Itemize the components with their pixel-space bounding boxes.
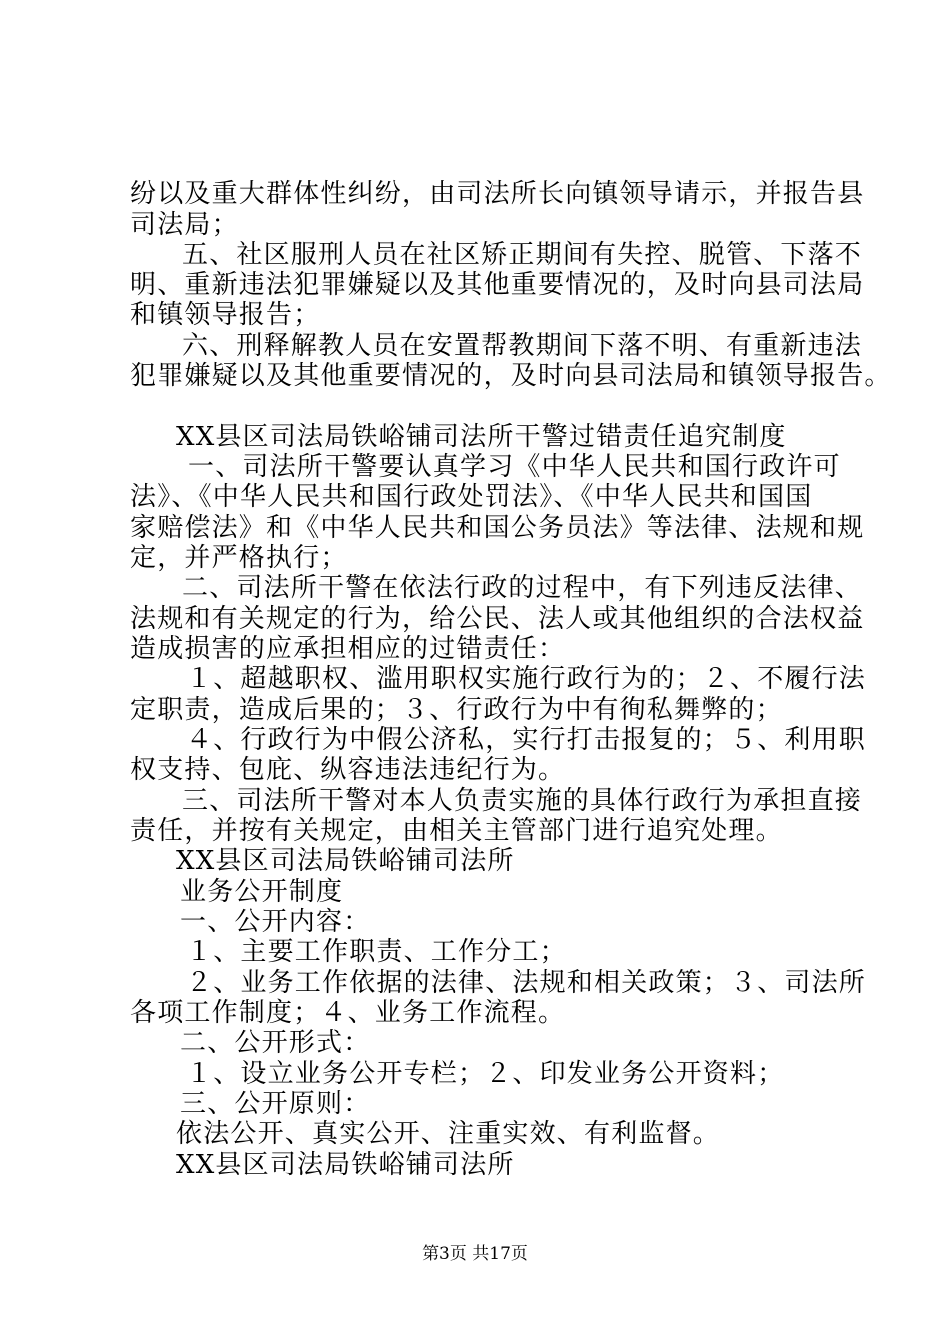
text-line: ４、行政行为中假公济私，实行打击报复的；５、利用职 <box>186 725 867 755</box>
section-title: XX县区司法局铁峪铺司法所 <box>176 1150 515 1180</box>
text-line: 二、公开形式： <box>180 1028 371 1058</box>
text-line: 各项工作制度；４、业务工作流程。 <box>130 998 566 1028</box>
text-line: 权支持、包庇、纵容违法违纪行为。 <box>130 755 566 785</box>
text-line: ２、业务工作依据的法律、法规和相关政策；３、司法所 <box>186 968 867 998</box>
text-line: 二、司法所干警在依法行政的过程中，有下列违反法律、 <box>182 573 863 603</box>
text-line: 和镇领导报告； <box>130 300 321 330</box>
text-line: 纷以及重大群体性纠纷，由司法所长向镇领导请示，并报告县 <box>130 179 865 209</box>
text-line: １、设立业务公开专栏；２、印发业务公开资料； <box>186 1059 785 1089</box>
text-line: １、超越职权、滥用职权实施行政行为的；２、不履行法 <box>186 664 867 694</box>
text-line: 依法公开、真实公开、注重实效、有利监督。 <box>176 1119 721 1149</box>
text-line: 明、重新违法犯罪嫌疑以及其他重要情况的，及时向县司法局 <box>130 270 865 300</box>
text-line: 定，并严格执行； <box>130 543 348 573</box>
text-line: 法》、《中华人民共和国行政处罚法》、《中华人民共和国国 <box>130 482 813 512</box>
text-line: 家赔偿法》和《中华人民共和国公务员法》等法律、法规和规 <box>130 513 865 543</box>
text-line: 造成损害的应承担相应的过错责任： <box>130 634 566 664</box>
text-line: １、主要工作职责、工作分工； <box>186 937 567 967</box>
text-line: 一、公开内容： <box>180 907 371 937</box>
section-title: XX县区司法局铁峪铺司法所干警过错责任追究制度 <box>176 422 787 452</box>
text-line: 法规和有关规定的行为，给公民、法人或其他组织的合法权益 <box>130 604 865 634</box>
text-line: 定职责，造成后果的；３、行政行为中有徇私舞弊的； <box>130 695 783 725</box>
text-line: 五、社区服刑人员在社区矫正期间有失控、脱管、下落不 <box>182 240 863 270</box>
section-title: 业务公开制度 <box>180 877 344 907</box>
page-footer: 第3页 共17页 <box>422 1244 528 1264</box>
text-line: 六、刑释解教人员在安置帮教期间下落不明、有重新违法 <box>182 331 863 361</box>
text-line: 三、公开原则： <box>180 1089 371 1119</box>
text-line: 犯罪嫌疑以及其他重要情况的，及时向县司法局和镇领导报告。 <box>130 361 892 391</box>
section-title: XX县区司法局铁峪铺司法所 <box>176 846 515 876</box>
text-line: 责任，并按有关规定，由相关主管部门进行追究处理。 <box>130 816 783 846</box>
text-line: 三、司法所干警对本人负责实施的具体行政行为承担直接 <box>182 786 863 816</box>
text-line: 司法局； <box>130 210 239 240</box>
text-line: 一、司法所干警要认真学习《中华人民共和国行政许可 <box>188 452 841 482</box>
